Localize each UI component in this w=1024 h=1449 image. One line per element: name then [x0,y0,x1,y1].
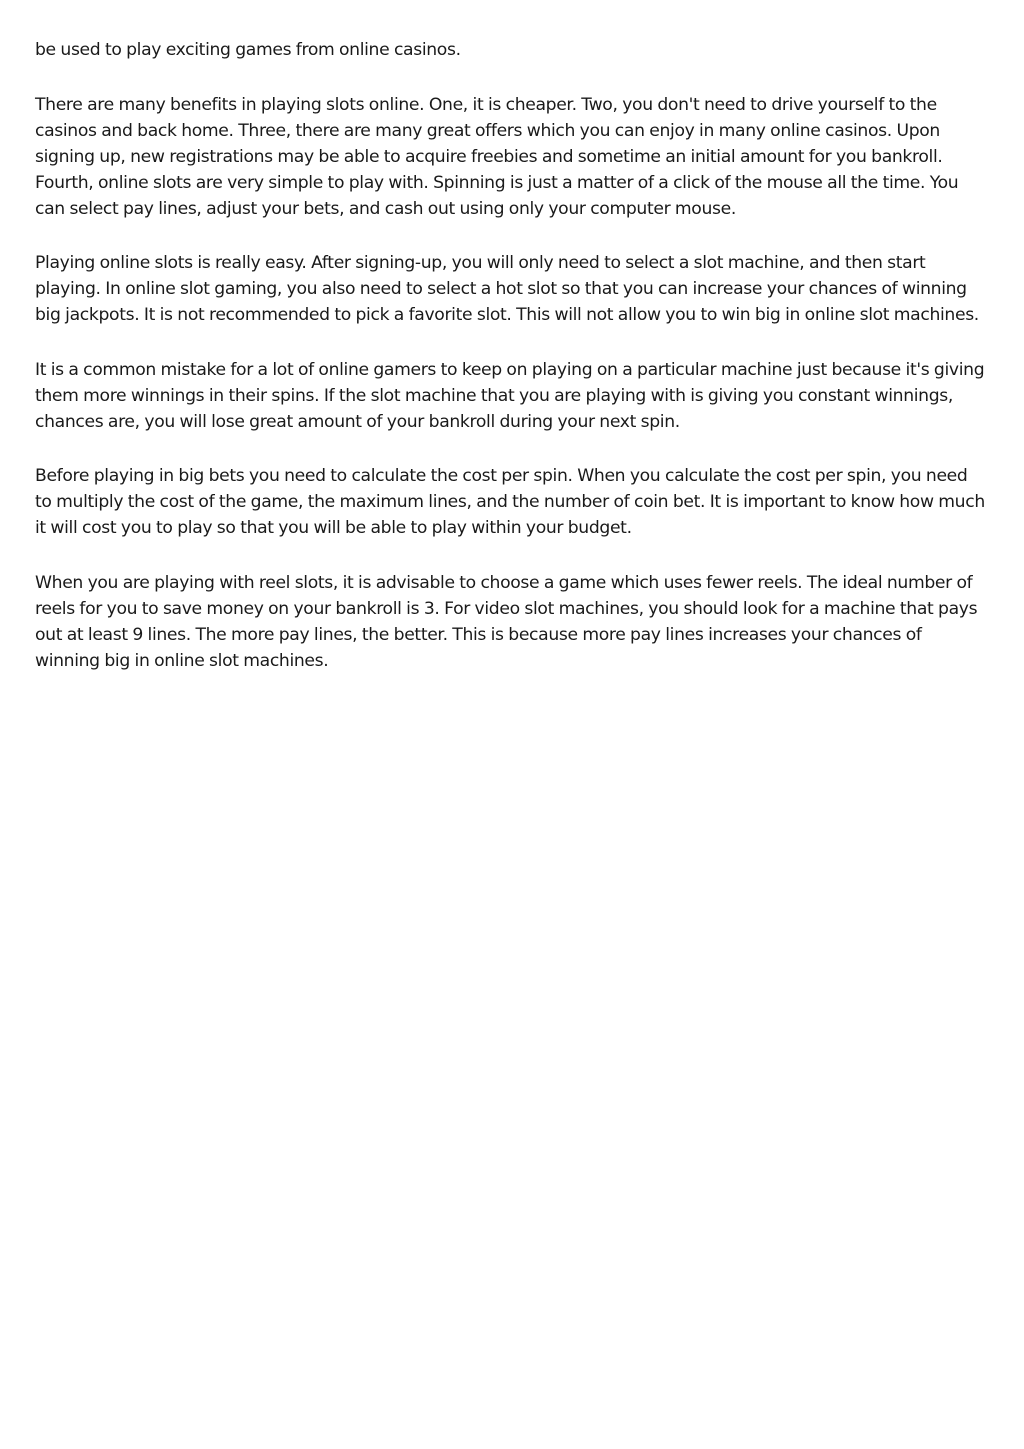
paragraph-intro-continuation: be used to play exciting games from online casinos. [35,40,461,60]
paragraph-reel-slots: When you are playing with reel slots, it is advisable to choose a game which uses fewer reels. The ideal number of reels for you to save money on your bankroll is 3. For video slot machines, you should look for a machine that pays out at least 9 lines. The more pay lines, the better. This is because more pay lines increases your chances of winning big in online slot machines. [35,572,978,671]
paragraph-cost-per-spin: Before playing in big bets you need to calculate the cost per spin. When you calculate the cost per spin, you need to multiply the cost of the game, the maximum lines, and the number of coin bet. It is important to know how much it will cost you to play so that you will be able to play within your budget. [35,466,985,538]
document-body [35,37,987,702]
paragraph-common-mistake: It is a common mistake for a lot of online gamers to keep on playing on a particular machine just because it's giving them more winnings in their spins. If the slot machine that you are playing with is giving you constant winnings, chances are, you will lose great amount of your bankroll during your next spin. [35,359,985,432]
paragraph-benefits: There are many benefits in playing slots online. One, it is cheaper. Two, you don't need to drive yourself to the casinos and back home. Three, there are many great offers which you can enjoy in many online casinos. Upon signing up, new registrations may be able to acquire freebies and sometime an initial amount for you bankroll. Fourth, online slots are very simple to play with. Spinning is just a matter of a click of the mouse all the time. You can select pay lines, adjust your bets, and cash out using only your computer mouse. [35,94,959,219]
paragraph-easy-play: Playing online slots is really easy. After signing-up, you will only need to select a slot machine, and then start playing. In online slot gaming, you also need to select a hot slot so that you can increase your chances of winning big jackpots. It is not recommended to pick a favorite slot. This will not allow you to win big in online slot machines. [35,253,979,325]
